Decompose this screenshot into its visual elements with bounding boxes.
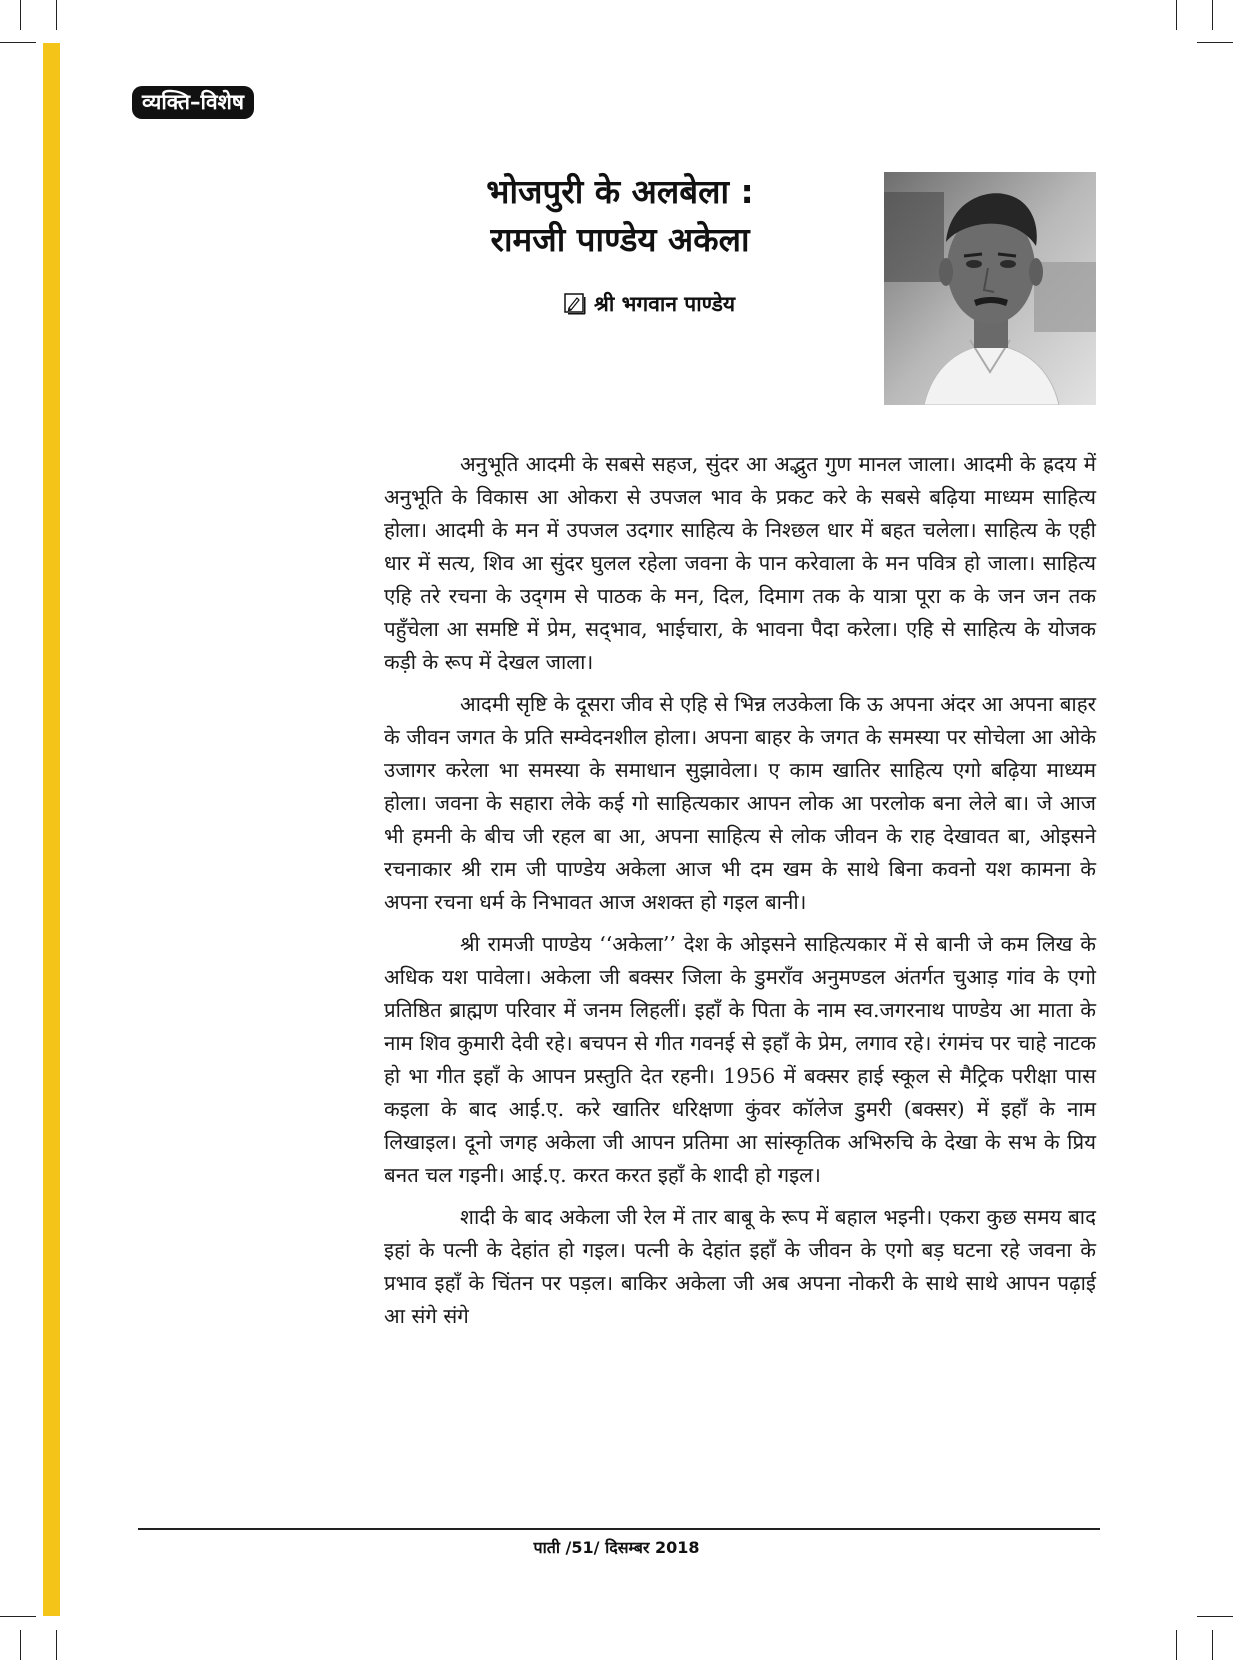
crop-mark [56,0,57,30]
crop-mark [0,42,36,43]
article-paragraph: अनुभूति आदमी के सबसे सहज, सुंदर आ अद्भुत गुण मानल जाला। आदमी के ह्रदय में अनुभूति के विकास आ ओकरा से उपजल भाव के प्रकट करे के सबसे बढ़िया माध्यम साहित्य होला। आदमी के मन में उपजल उदगार साहित्य के निश्छल धार में बहत चलेला। साहित्य के एही धार में सत्य, शिव आ सुंदर घुलल रहेला जवना के पान करेवाला के मन पवित्र हो जाला। साहित्य एहि तरे रचना के उद्‌गम से पाठक के मन, दिल, दिमाग तक के यात्रा पूरा क के जन जन तक पहुँचेला आ समष्टि में प्रेम, सद्‌भाव, भाईचारा, के भावना पैदा करेला। एहि से साहित्य के योजक कड़ी के रूप में देखल जाला। [384,452,1096,674]
crop-mark [1197,42,1233,43]
author-portrait [884,172,1096,405]
crop-mark [1212,0,1213,30]
article-paragraph: आदमी सृष्टि के दूसरा जीव से एहि से भिन्न लउकेला कि ऊ अपना अंदर आ अपना बाहर के जीवन जगत के प्रति सम्वेदनशील होला। अपना बाहर के जगत के समस्या पर सोचेला आ ओके उजागर करेला भा समस्या के समाधान सुझावेला। ए काम खातिर साहित्य एगो बढ़िया माध्यम होला। जवना के सहारा लेके कई गो साहित्यकार आपन लोक आ परलोक बना लेले बा। जे आज भी हमनी के बीच जी रहल बा आ, अपना साहित्य से लोक जीवन के राह देखावत बा, ओइसने रचनाकार श्री राम जी पाण्डेय अकेला आज भी दम खम के साथे बिना कवनो यश कामना के अपना रचना धर्म के निभावत आज अशक्त हो गइल बानी। [384,692,1096,914]
article-title [380,168,860,264]
crop-mark [1176,1630,1177,1660]
page-footer: पाती /51/ दिसम्बर 2018 [533,1538,700,1557]
crop-mark [56,1630,57,1660]
section-tab: व्यक्ति–विशेष [132,86,254,119]
title-line-2: रामजी पाण्डेय अकेला [490,220,750,259]
article-body [384,448,1096,1342]
article-paragraph: शादी के बाद अकेला जी रेल में तार बाबू के रूप में बहाल भइनी। एकरा कुछ समय बाद इहां के पत्नी के देहांत हो गइल। पत्नी के देहांत इहाँ के जीवन के एगो बड़ घटना रहे जवना के प्रभाव इहाँ के चिंतन पर पड़ल। बाकिर अकेला जी अब अपना नोकरी के साथे साथे आपन पढ़ाई आ संगे संगे [384,1205,1096,1328]
crop-mark [1197,1616,1233,1617]
footer-rule [138,1528,1100,1530]
crop-mark [0,1616,36,1617]
pen-icon [564,293,586,315]
title-line-1: भोजपुरी के अलबेला : [486,172,754,211]
byline [564,290,735,318]
accent-bar [43,43,60,1616]
crop-mark [20,0,21,30]
crop-mark [20,1630,21,1660]
author-name: श्री भगवान पाण्डेय [594,292,736,316]
crop-mark [1176,0,1177,30]
article-paragraph: श्री रामजी पाण्डेय ‘‘अकेला’’ देश के ओइसने साहित्यकार में से बानी जे कम लिख के अधिक यश पावेला। अकेला जी बक्सर जिला के डुमराँव अनुमण्डल अंतर्गत चुआड़ गांव के एगो प्रतिष्ठित ब्राह्मण परिवार में जनम लिहलीं। इहाँ के पिता के नाम स्व.जगरनाथ पाण्डेय आ माता के नाम शिव कुमारी देवी रहे। बचपन से गीत गवनई से इहाँ के प्रेम, लगाव रहे। रंगमंच पर चाहे नाटक हो भा गीत इहाँ के आपन प्रस्तुति देत रहनी। 1956 में बक्सर हाई स्कूल से मैट्रिक परीक्षा पास कइला के बाद आई.ए. करे खातिर धरिक्षणा कुंवर कॉलेज डुमरी (बक्सर) में इहाँ के नाम लिखाइल। दूनो जगह अकेला जी आपन प्रतिमा आ सांस्कृतिक अभिरुचि के देखा के सभ के प्रिय बनत चल गइनी। आई.ए. करत करत इहाँ के शादी हो गइल। [384,932,1096,1187]
crop-mark [1212,1630,1213,1660]
